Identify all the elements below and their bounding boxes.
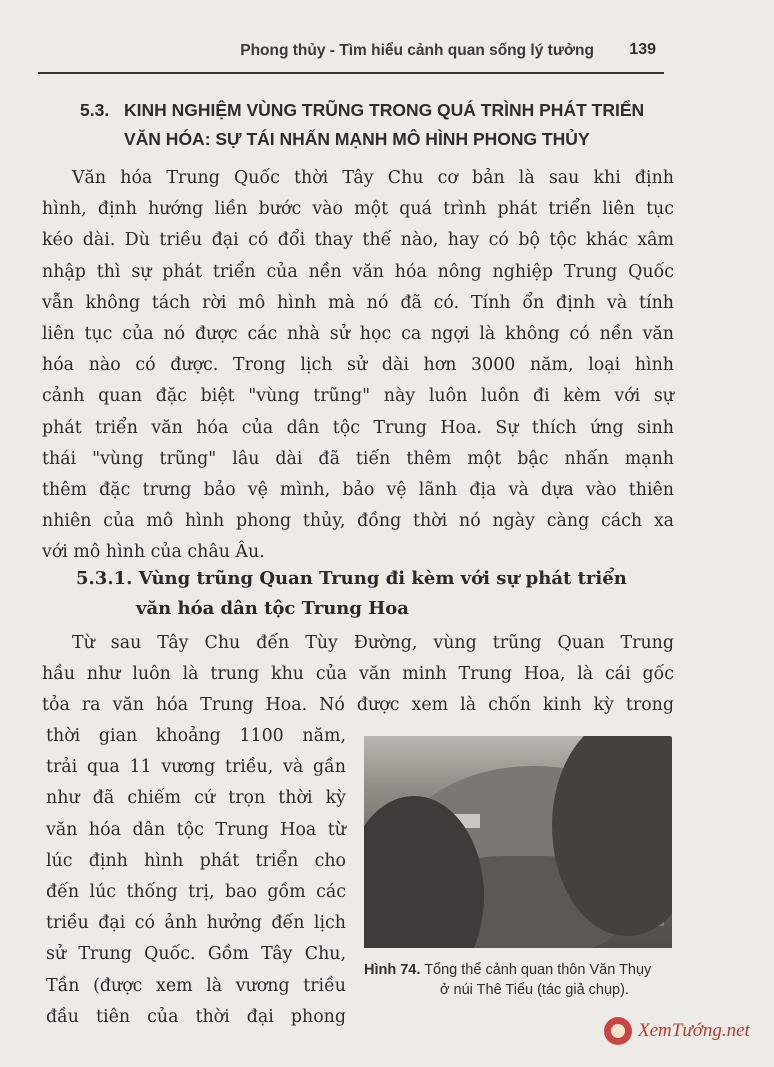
figure-caption (364, 960, 676, 1000)
watermark-text: XemTướng.net (638, 1020, 750, 1041)
paragraph2_wrap-line: đầu tiên của thời đại phong (46, 1006, 346, 1027)
figure-photo-village-landscape (364, 736, 672, 948)
paragraph1-line: nhiên của mô hình phong thủy, đồng thời nó ngày càng cách xa (42, 511, 674, 532)
section-title-line2: VĂN HÓA: SỰ TÁI NHẤN MẠNH MÔ HÌNH PHONG THỦY (124, 129, 590, 149)
section-title-line1: KINH NGHIỆM VÙNG TRŨNG TRONG QUÁ TRÌNH PHÁT TRIỂN (124, 100, 645, 120)
paragraph-2-full-width (42, 628, 674, 722)
subsection-title-line2: văn hóa dân tộc Trung Hoa (136, 598, 409, 619)
paragraph2_wrap-line: thời gian khoảng 1100 năm, (46, 726, 346, 746)
paragraph1-line: liên tục của nó được các nhà sử học ca ngợi là không có nền văn (42, 324, 674, 345)
paragraph2_wrap-line: văn hóa dân tộc Trung Hoa từ (46, 819, 346, 840)
paragraph1-line: kéo dài. Dù triều đại có đổi thay thế nào, hay có bộ tộc khác xâm (42, 230, 674, 251)
paragraph1-line: với mô hình của châu Âu. (42, 542, 265, 563)
paragraph2_wrap-line: đến lúc thống trị, bao gồm các (46, 882, 346, 903)
paragraph-1 (42, 163, 674, 569)
paragraph2_wrap-line: như đã chiếm cứ trọn thời kỳ (46, 788, 346, 809)
running-title: Phong thủy - Tìm hiểu cảnh quan sống lý tưởng (240, 42, 594, 59)
paragraph-2-wrapped (46, 721, 346, 1033)
paragraph2_wrap-line: Tần (được xem là vương triều (46, 975, 346, 996)
yin-yang-icon (604, 1017, 632, 1045)
paragraph2_wrap-line: triều đại có ảnh hưởng đến lịch (46, 913, 346, 934)
paragraph2_wrap-line: lúc định hình phát triển cho (46, 850, 346, 871)
watermark-logo (604, 1014, 750, 1048)
section-number: 5.3. (80, 100, 110, 120)
paragraph1-line: cảnh quan đặc biệt "vùng trũng" này luôn luôn đi kèm với sự (42, 386, 674, 407)
subsection-heading (76, 564, 676, 624)
caption-line1: Tổng thể cảnh quan thôn Văn Thụy (424, 962, 652, 978)
paragraph1-line: phát triển văn hóa của dân tộc Trung Hoa. Sự thích ứng sinh (42, 417, 674, 438)
paragraph1-line: nhập thì sự phát triển của nền văn hóa nông nghiệp Trung Quốc (42, 261, 674, 282)
page-number: 139 (629, 41, 656, 58)
page-header (38, 32, 664, 74)
paragraph2_wrap-line: trải qua 11 vương triều, và gần (46, 757, 346, 778)
paragraph2_wrap-line: sử Trung Quốc. Gồm Tây Chu, (46, 944, 346, 965)
paragraph2_full-line: tỏa ra văn hóa Trung Hoa. Nó được xem là chốn kinh kỳ trong (42, 695, 674, 716)
caption-line2: ở núi Thê Tiểu (tác giả chụp). (440, 982, 629, 998)
paragraph2_full-line: Từ sau Tây Chu đến Tùy Đường, vùng trũng Quan Trung (72, 633, 674, 653)
paragraph1-line: hóa nào có được. Trong lịch sử dài hơn 3000 năm, loại hình (42, 355, 674, 376)
paragraph1-line: thái "vùng trũng" lâu dài đã tiến thêm một bậc nhấn mạnh (42, 448, 674, 469)
paragraph1-line: vẫn không tách rời mô hình mà nó đã có. Tính ổn định và tính (42, 292, 674, 313)
paragraph1-line: Văn hóa Trung Quốc thời Tây Chu cơ bản là sau khi định (72, 168, 674, 188)
paragraph1-line: hình, định hướng liền bước vào một quá trình phát triển liên tục (42, 199, 674, 220)
subsection-title-line1: Vùng trũng Quan Trung đi kèm với sự phát triển (138, 568, 627, 589)
figure-label: Hình 74. (364, 962, 421, 978)
paragraph2_full-line: hầu như luôn là trung khu của văn minh Trung Hoa, là cái gốc (42, 664, 674, 685)
section-heading (80, 96, 680, 154)
subsection-number: 5.3.1. (76, 568, 133, 589)
paragraph1-line: thêm đặc trưng bảo vệ mình, bảo vệ lãnh địa và dựa vào thiên (42, 480, 674, 501)
